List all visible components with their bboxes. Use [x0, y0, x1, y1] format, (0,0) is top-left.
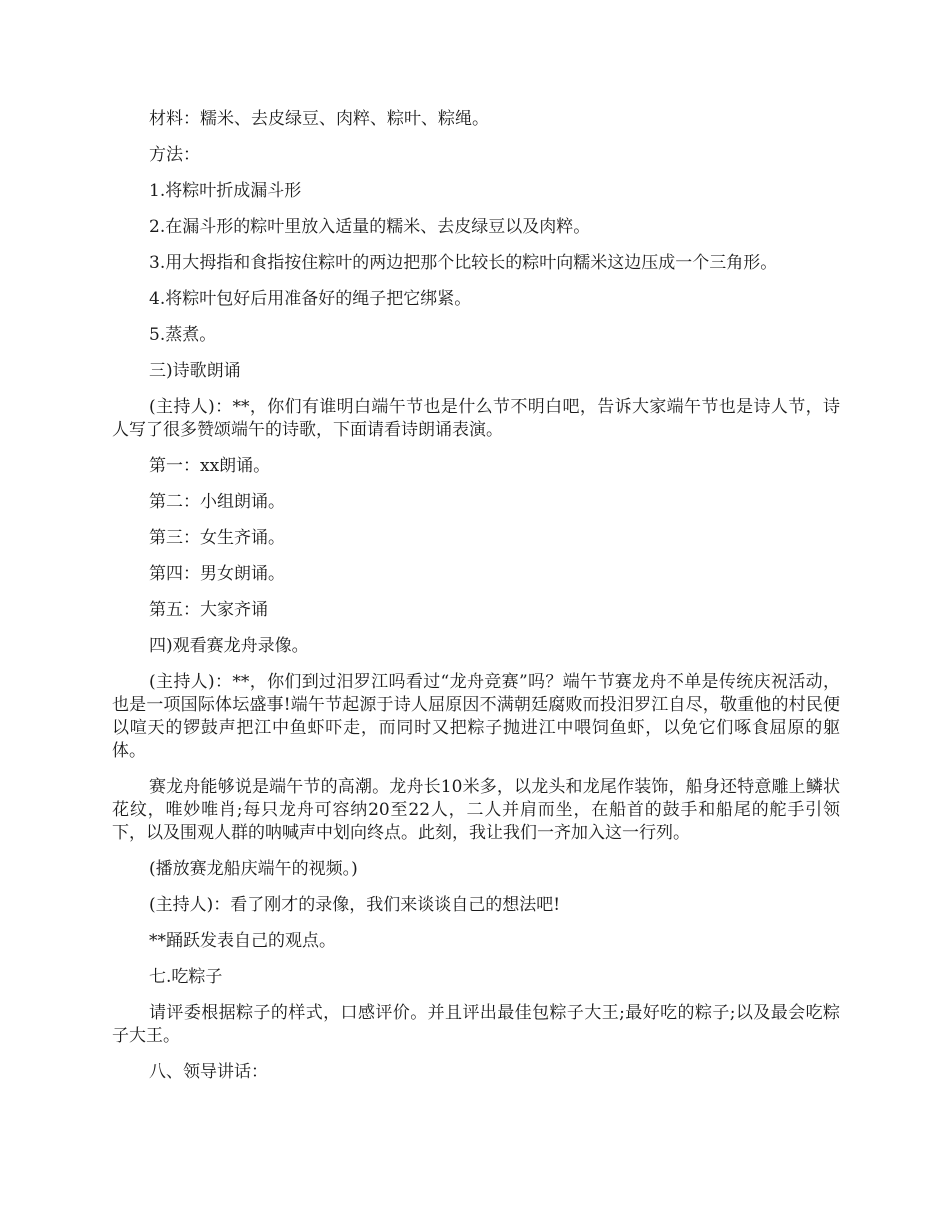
- paragraph-play-video: (播放赛龙船庆端午的视频。): [149, 859, 358, 879]
- paragraph-step-3: 3.用大拇指和食指按住粽叶的两边把那个比较长的粽叶向糯米这边压成一个三角形。: [149, 253, 778, 273]
- paragraph-step-4: 4.将粽叶包好后用准备好的绳子把它绑紧。: [149, 289, 472, 309]
- paragraph-recital-2: 第二：小组朗诵。: [149, 492, 285, 512]
- paragraph-step-5: 5.蒸煮。: [149, 325, 217, 345]
- paragraph-host-discussion: (主持人)：看了刚才的录像，我们来谈谈自己的想法吧!: [149, 895, 561, 915]
- section-heading-poetry: 三)诗歌朗诵: [149, 361, 241, 381]
- paragraph-recital-4: 第四：男女朗诵。: [149, 564, 285, 584]
- paragraph-recital-3: 第三：女生齐诵。: [149, 528, 285, 548]
- paragraph-step-2: 2.在漏斗形的粽叶里放入适量的糯米、去皮绿豆以及肉粹。: [149, 217, 591, 237]
- paragraph-recital-5: 第五：大家齐诵: [149, 600, 268, 620]
- paragraph-dragon-boat-description: 赛龙舟能够说是端午节的高潮。龙舟长10米多，以龙头和龙尾作装饰，船身还特意雕上鳞状花纹，唯妙唯肖;每只龙舟可容纳20至22人，二人并肩而坐，在船首的鼓手和船尾的舵手引领下，以及围观人群的呐喊声中划向终点。此刻，我让我们一齐加入这一行列。: [112, 777, 840, 843]
- paragraph-step-1: 1.将粽叶折成漏斗形: [149, 181, 302, 201]
- paragraph-share-views: **踊跃发表自己的观点。: [149, 931, 336, 951]
- paragraph-materials: 材料：糯米、去皮绿豆、肉粹、粽叶、粽绳。: [149, 109, 489, 129]
- paragraph-recital-1: 第一：xx朗诵。: [149, 456, 271, 476]
- section-heading-dragon-boat: 四)观看赛龙舟录像。: [149, 636, 309, 656]
- document-body: [112, 108, 840, 1097]
- section-heading-leader-speech: 八、领导讲话：: [149, 1062, 268, 1082]
- section-heading-eat-zongzi: 七.吃粽子: [149, 967, 223, 987]
- paragraph-host-dragon-boat: (主持人)：**，你们到过汨罗江吗看过“龙舟竞赛”吗？端午节赛龙舟不单是传统庆祝活动，也是一项国际体坛盛事!端午节起源于诗人屈原因不满朝廷腐败而投汨罗江自尽，敬重他的村民便以喧天的锣鼓声把江中鱼虾吓走，而同时又把粽子抛进江中喂饲鱼虾，以免它们啄食屈原的躯体。: [112, 672, 840, 761]
- paragraph-judging: 请评委根据粽子的样式，口感评价。并且评出最佳包粽子大王;最好吃的粽子;以及最会吃粽子大王。: [112, 1003, 840, 1046]
- paragraph-method-heading: 方法：: [149, 145, 200, 165]
- paragraph-host-poetry: (主持人)：**，你们有谁明白端午节也是什么节不明白吧，告诉大家端午节也是诗人节，诗人写了很多赞颂端午的诗歌，下面请看诗朗诵表演。: [112, 397, 840, 440]
